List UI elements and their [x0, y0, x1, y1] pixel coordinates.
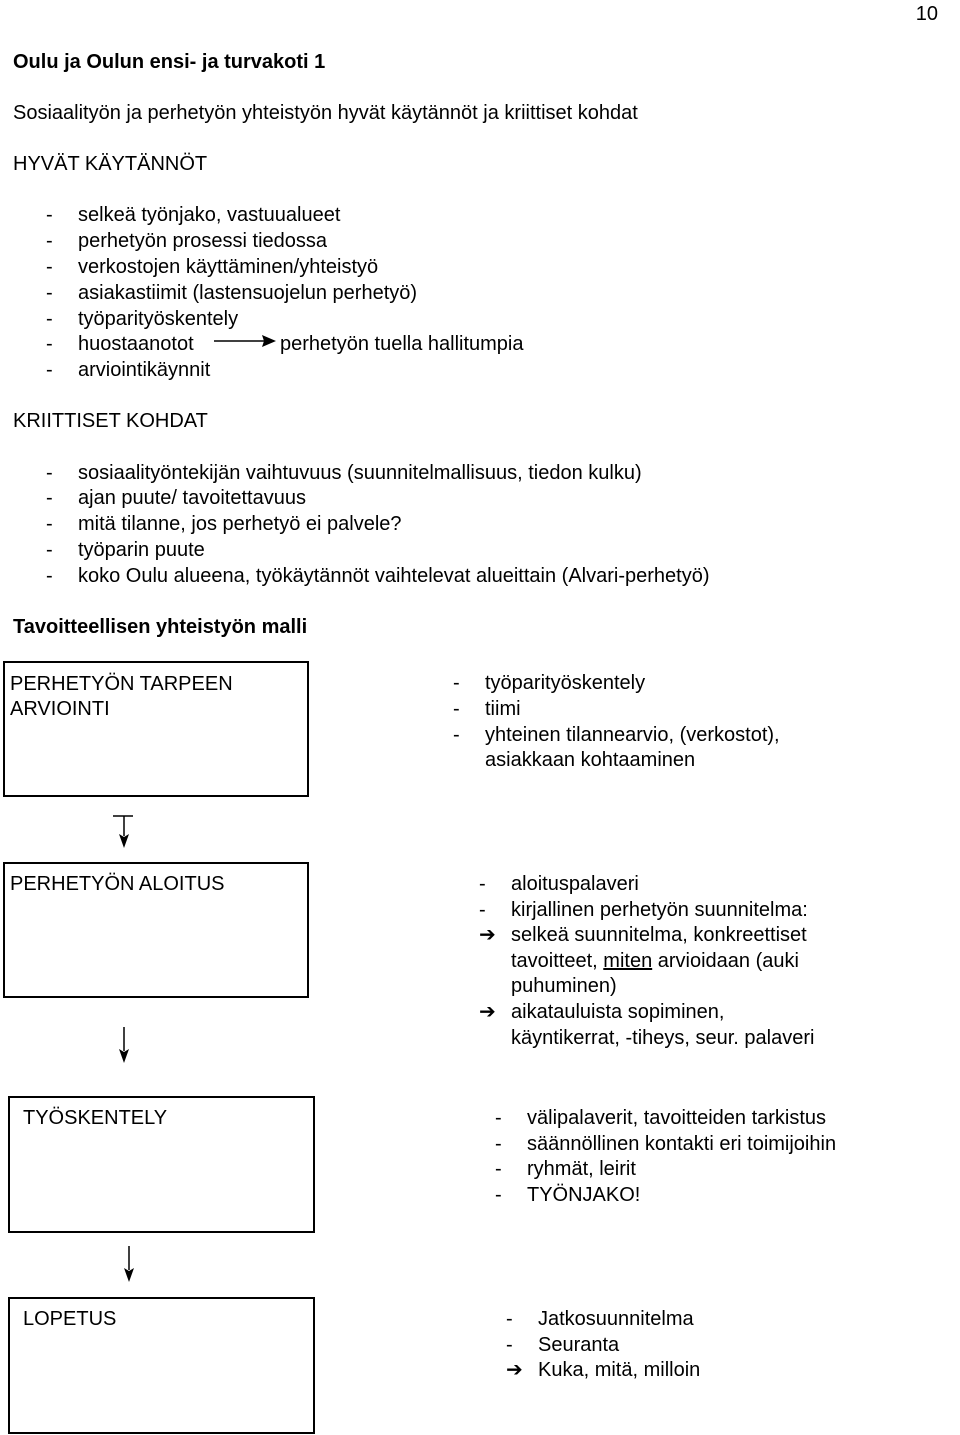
page-number: 10	[915, 3, 938, 25]
list-item-text: perhetyön prosessi tiedossa	[78, 230, 328, 252]
arrow-bullet-icon: ➔	[479, 924, 496, 946]
underlined-word: miten	[603, 950, 653, 972]
list-item-text: huostaanotot	[78, 333, 194, 355]
list-item-text: mitä tilanne, jos perhetyö ei palvele?	[78, 513, 402, 535]
good-practices-heading: HYVÄT KÄYTÄNNÖT	[13, 153, 208, 175]
arrow-bullet-icon: ➔	[506, 1359, 523, 1381]
right-arrow-icon	[214, 335, 276, 351]
list-item-text: säännöllinen kontakti eri toimijoihin	[527, 1133, 837, 1155]
model-heading: Tavoitteellisen yhteistyön malli	[13, 616, 308, 638]
arrow-target-text: perhetyön tuella hallitumpia	[280, 333, 524, 355]
list-item-text: tiimi	[485, 698, 521, 720]
list-item-continuation: asiakkaan kohtaaminen	[485, 749, 696, 771]
dash-marker: -	[479, 873, 486, 895]
dash-marker: -	[46, 308, 53, 330]
list-item-text: kirjallinen perhetyön suunnitelma:	[511, 899, 808, 921]
list-item-text: Seuranta	[538, 1334, 620, 1356]
list-item-continuation	[511, 949, 799, 973]
page-title: Oulu ja Oulun ensi- ja turvakoti 1	[13, 51, 326, 73]
dash-marker: -	[46, 204, 53, 226]
down-arrow-icon	[113, 1027, 135, 1063]
dash-marker: -	[46, 462, 53, 484]
text-run: arvioidaan (auki	[652, 950, 799, 972]
dash-marker: -	[506, 1308, 513, 1330]
list-item-text: työparin puute	[78, 539, 205, 561]
stage-box-assessment	[3, 661, 309, 797]
dash-marker: -	[495, 1158, 502, 1180]
stage-label: ARVIOINTI	[10, 698, 110, 720]
list-item-continuation: puhuminen)	[511, 975, 617, 997]
stage-box-end	[8, 1297, 315, 1434]
list-item-text: työparityöskentely	[485, 672, 646, 694]
dash-marker: -	[495, 1184, 502, 1206]
dash-marker: -	[453, 672, 460, 694]
list-item-text: välipalaverit, tavoitteiden tarkistus	[527, 1107, 827, 1129]
dash-marker: -	[453, 724, 460, 746]
dash-marker: -	[495, 1107, 502, 1129]
dash-marker: -	[46, 359, 53, 381]
text-run: tavoitteet,	[511, 950, 604, 972]
list-item-text: verkostojen käyttäminen/yhteistyö	[78, 256, 379, 278]
dash-marker: -	[46, 513, 53, 535]
list-item-text: yhteinen tilannearvio, (verkostot),	[485, 724, 780, 746]
dash-marker: -	[46, 230, 53, 252]
dash-marker: -	[506, 1334, 513, 1356]
dash-marker: -	[46, 282, 53, 304]
dash-marker: -	[46, 256, 53, 278]
critical-points-heading: KRIITTISET KOHDAT	[13, 410, 208, 432]
dash-marker: -	[453, 698, 460, 720]
list-item-text: ryhmät, leirit	[527, 1158, 636, 1180]
dash-marker: -	[495, 1133, 502, 1155]
stage-label: LOPETUS	[23, 1308, 117, 1330]
list-item-text: koko Oulu alueena, työkäytännöt vaihtelevat alueittain (Alvari-perhetyö)	[78, 565, 710, 587]
list-item-text: Kuka, mitä, milloin	[538, 1359, 701, 1381]
down-arrow-icon	[113, 812, 135, 848]
list-item-text: asiakastiimit (lastensuojelun perhetyö)	[78, 282, 418, 304]
list-item-text: sosiaalityöntekijän vaihtuvuus (suunnitelmallisuus, tiedon kulku)	[78, 462, 642, 484]
list-item-text: työparityöskentely	[78, 308, 239, 330]
down-arrow-icon	[118, 1246, 140, 1282]
stage-label: PERHETYÖN TARPEEN	[10, 673, 233, 695]
dash-marker: -	[46, 539, 53, 561]
stage-box-work	[8, 1096, 315, 1233]
list-item-continuation: käyntikerrat, -tiheys, seur. palaveri	[511, 1027, 815, 1049]
list-item-text: aloituspalaveri	[511, 873, 639, 895]
stage-box-start	[3, 862, 309, 998]
list-item-text: ajan puute/ tavoitettavuus	[78, 487, 306, 509]
stage-label: PERHETYÖN ALOITUS	[10, 873, 225, 895]
list-item-text: Jatkosuunnitelma	[538, 1308, 694, 1330]
dash-marker: -	[46, 487, 53, 509]
list-item-text: TYÖNJAKO!	[527, 1184, 641, 1206]
list-item-text: selkeä suunnitelma, konkreettiset	[511, 924, 807, 946]
dash-marker: -	[479, 899, 486, 921]
dash-marker: -	[46, 565, 53, 587]
dash-marker: -	[46, 333, 53, 355]
arrow-bullet-icon: ➔	[479, 1001, 496, 1023]
subtitle: Sosiaalityön ja perhetyön yhteistyön hyvät käytännöt ja kriittiset kohdat	[13, 102, 638, 124]
list-item-text: selkeä työnjako, vastuualueet	[78, 204, 341, 226]
list-item-text: aikatauluista sopiminen,	[511, 1001, 725, 1023]
list-item-text: arviointikäynnit	[78, 359, 211, 381]
stage-label: TYÖSKENTELY	[23, 1107, 168, 1129]
